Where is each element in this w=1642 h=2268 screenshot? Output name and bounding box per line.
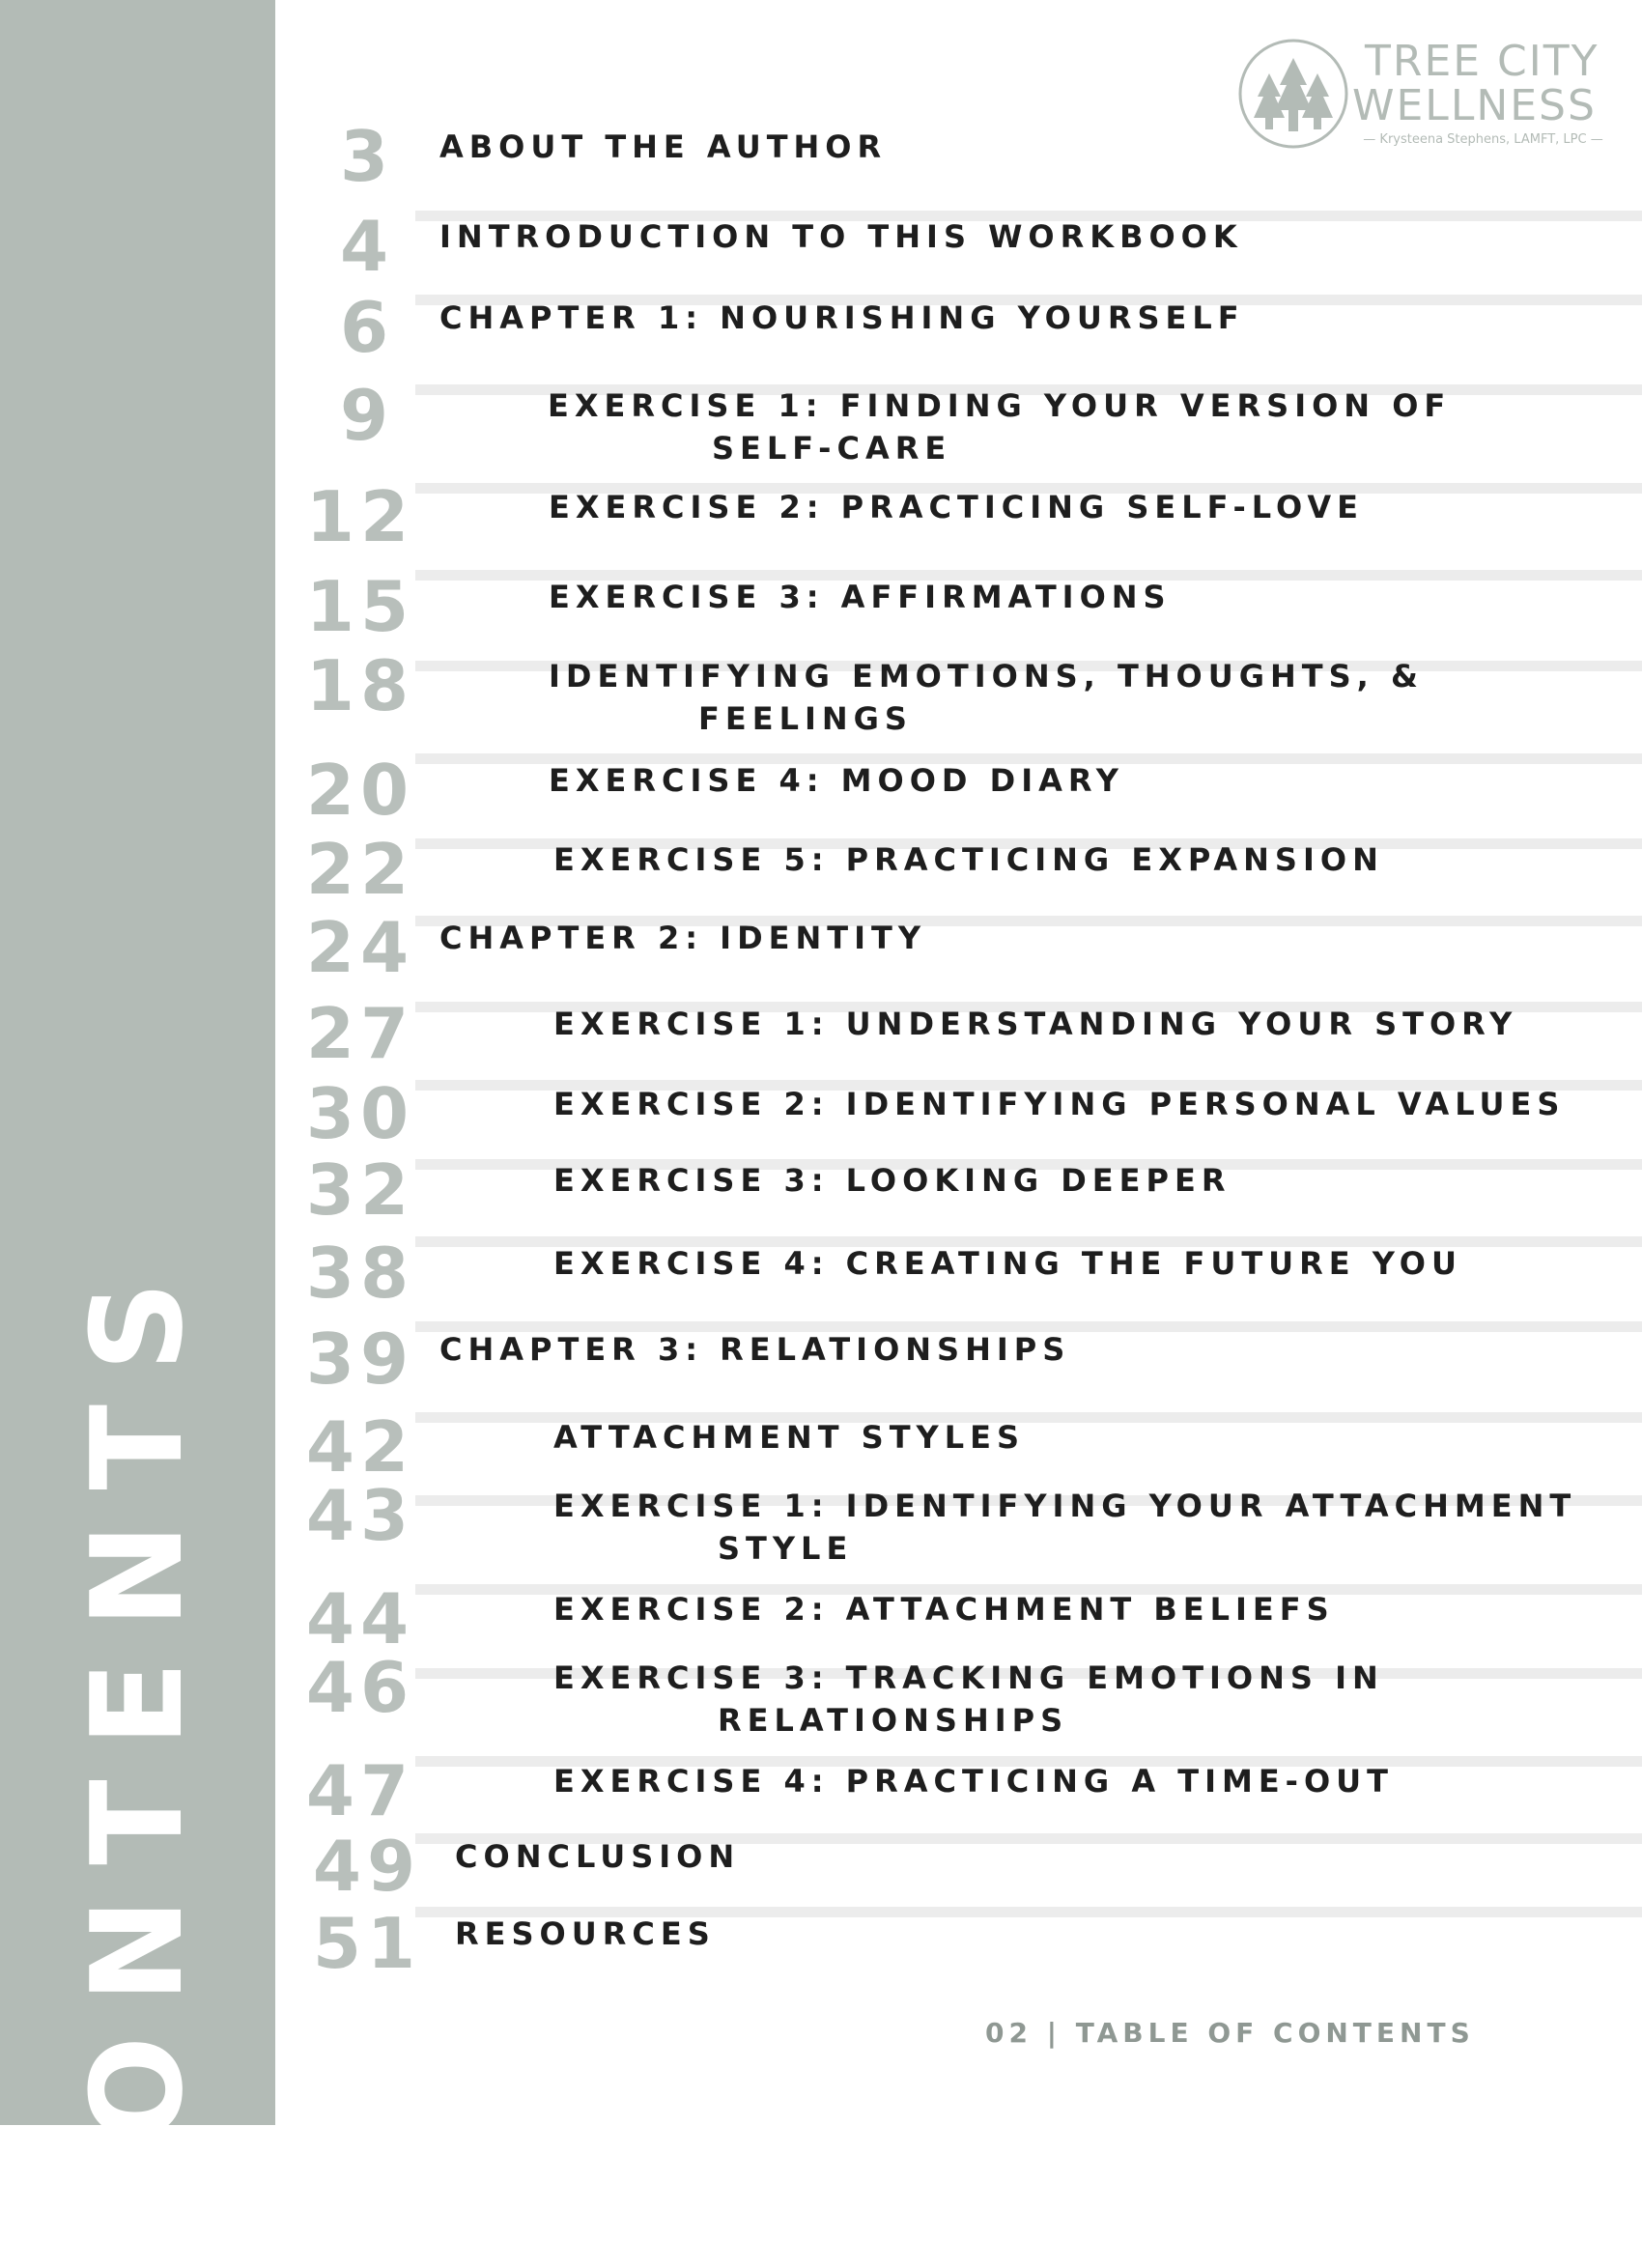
toc-entry-title (553, 1760, 1642, 1802)
toc-page-number: 38 (305, 1233, 415, 1314)
toc-entry-title (549, 759, 1642, 802)
toc-entry-title (553, 1485, 1642, 1570)
logo-text-line1: TREE CITY (1365, 37, 1600, 86)
toc-entry-title-line: EXERCISE 2: IDENTIFYING PERSONAL VALUES (553, 1086, 1566, 1122)
toc-entry-title-line: ATTACHMENT STYLES (553, 1419, 1026, 1456)
toc-entry-title-line: EXERCISE 4: MOOD DIARY (549, 762, 1124, 799)
toc-entry-title (549, 576, 1642, 618)
toc-entry-title (455, 1913, 1642, 1955)
toc-entry-title (549, 655, 1642, 740)
logo-subtitle: — Krysteena Stephens, LAMFT, LPC — (1363, 132, 1603, 147)
toc-entry-title (553, 1242, 1642, 1285)
toc-entry-title-line: EXERCISE 1: FINDING YOUR VERSION OF (548, 387, 1452, 424)
toc-entry-title-line: RELATIONSHIPS (718, 1702, 1069, 1739)
toc-entry-title (548, 384, 1642, 469)
toc-page-number: 3 (339, 116, 395, 197)
toc-entry-title-line: EXERCISE 1: IDENTIFYING YOUR ATTACHMENT (553, 1488, 1577, 1524)
toc-page-number: 51 (312, 1903, 422, 1984)
toc-page-number: 32 (305, 1149, 415, 1231)
toc-page-number: 49 (312, 1826, 422, 1907)
toc-page-number: 20 (305, 750, 415, 831)
toc-entry-title (439, 215, 1628, 258)
toc-page-number: 22 (305, 829, 415, 910)
toc-entry-title (553, 1416, 1642, 1459)
toc-page-number: 15 (305, 566, 415, 647)
toc-entry-title (553, 1003, 1642, 1045)
toc-page-number: 4 (339, 206, 395, 287)
toc-entry-title-line: FEELINGS (698, 700, 913, 737)
toc-entry-title-line: EXERCISE 3: TRACKING EMOTIONS IN (553, 1659, 1384, 1696)
toc-entry-title-line: EXERCISE 3: AFFIRMATIONS (549, 579, 1172, 615)
toc-entry-title-line: IDENTIFYING EMOTIONS, THOUGHTS, & (549, 658, 1424, 695)
toc-entry-title-line: EXERCISE 1: UNDERSTANDING YOUR STORY (553, 1006, 1518, 1042)
toc-entry-title (439, 126, 1628, 168)
toc-entry-title (553, 838, 1642, 881)
toc-entry-title-line: ABOUT THE AUTHOR (439, 128, 888, 165)
toc-entry-title-line: RESOURCES (455, 1915, 716, 1952)
toc-entry-title-line: CONCLUSION (455, 1838, 741, 1875)
toc-entry-title (455, 1835, 1642, 1878)
toc-page-number: 47 (305, 1750, 415, 1831)
toc-page-number: 12 (305, 476, 415, 557)
page-footer: 02 | TABLE OF CONTENTS (985, 2017, 1475, 2049)
toc-entry-title-line: EXERCISE 4: PRACTICING A TIME-OUT (553, 1763, 1394, 1800)
sidebar-title: CONTENTS (64, 1248, 211, 2268)
toc-page-number: 6 (339, 287, 395, 368)
toc-entry-title (553, 1588, 1642, 1630)
toc-entry-title-line: CHAPTER 2: IDENTITY (439, 920, 926, 956)
toc-entry-title-line: CHAPTER 3: RELATIONSHIPS (439, 1331, 1071, 1368)
toc-entry-title-line: STYLE (718, 1530, 854, 1567)
sidebar (0, 0, 275, 2268)
toc-page-number: 30 (305, 1073, 415, 1154)
toc-page-number: 27 (305, 993, 415, 1074)
toc-page-number: 46 (305, 1647, 415, 1728)
toc-entry-title (553, 1083, 1642, 1125)
toc-page-number: 9 (339, 375, 395, 456)
toc-page-number: 44 (305, 1578, 415, 1659)
toc-page-number: 43 (305, 1475, 415, 1556)
toc-entry-title (439, 297, 1628, 339)
toc-entry-title (553, 1159, 1642, 1202)
toc-entry-title-line: EXERCISE 2: ATTACHMENT BELIEFS (553, 1591, 1335, 1628)
toc-entry-title (439, 1328, 1628, 1371)
toc-entry-title-line: EXERCISE 3: LOOKING DEEPER (553, 1162, 1232, 1199)
toc-entry-title (439, 917, 1628, 959)
toc-page-number: 39 (305, 1318, 415, 1400)
toc-entry-title-line: CHAPTER 1: NOURISHING YOURSELF (439, 299, 1245, 336)
toc-entry-title (553, 1657, 1642, 1742)
toc-entry-title (549, 486, 1642, 528)
toc-page-number: 24 (305, 907, 415, 988)
toc-page-number: 42 (305, 1406, 415, 1488)
toc-entry-title-line: EXERCISE 2: PRACTICING SELF-LOVE (549, 489, 1364, 525)
logo-text-line2: WELLNESS (1352, 81, 1597, 130)
toc-entry-title-line: EXERCISE 5: PRACTICING EXPANSION (553, 841, 1384, 878)
toc-entry-title-line: EXERCISE 4: CREATING THE FUTURE YOU (553, 1245, 1462, 1282)
toc-entry-title-line: INTRODUCTION TO THIS WORKBOOK (439, 218, 1243, 255)
toc-entry-title-line: SELF-CARE (712, 430, 952, 467)
toc-page-number: 18 (305, 645, 415, 726)
